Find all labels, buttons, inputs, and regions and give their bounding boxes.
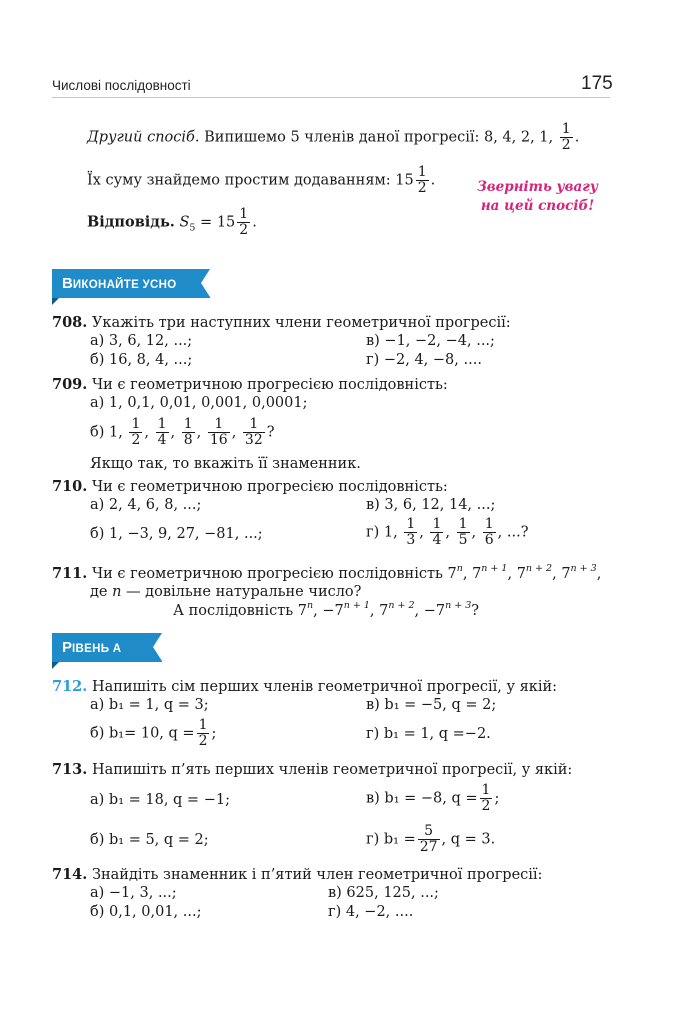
ex708-b: б) 16, 8, 4, ...; [90, 352, 193, 368]
fraction: $\frac{1}{8}$ [183, 416, 193, 448]
fraction: $\frac{1}{16}$ [209, 416, 228, 448]
band-fold [52, 662, 59, 669]
ex708-a: а) 3, 6, 12, ...; [90, 333, 193, 349]
method-intro: Другий спосіб. Випишемо 5 членів даної прогресії: 8, 4, 2, 1, $\frac{1}{2}$ . [87, 121, 580, 153]
page-number: 175 [581, 73, 613, 94]
ex709-followup: Якщо так, то вкажіть її знаменник. [90, 456, 361, 472]
exercise-708-title: 708. Укажіть три наступних члени геометричної прогресії: [52, 314, 511, 331]
ex710-b: б) 1, −3, 9, 27, −81, ...; [90, 526, 263, 542]
exercise-711-line3: А послідовність 7$^n$, $-7^{n + 1}$, $7^{n + 2}$, $-7^{n + 3}$? [173, 600, 480, 619]
method-sum-text: Їх суму знайдемо простим додаванням: 15 [87, 172, 414, 189]
exercise-714-title: 714. Знайдіть знаменник і п’ятий член геометричної прогресії: [52, 866, 543, 883]
ex713-g: г) b₁ = $\frac{5}{27}$ , q = 3. [366, 823, 496, 855]
exercise-709-title: 709. Чи є геометричною прогресією послідовність: [52, 376, 448, 393]
ex710-a: а) 2, 4, 6, 8, ...; [90, 497, 202, 513]
exercise-713-title: 713. Напишіть п’ять перших членів геометричної прогресії, у якій: [52, 761, 573, 778]
ex708-v: в) −1, −2, −4, ...; [366, 333, 495, 349]
ex709-a: а) 1, 0,1, 0,01, 0,001, 0,0001; [90, 395, 308, 411]
ex713-v: в) b₁ = −8, q = $\frac{1}{2}$ ; [366, 782, 500, 814]
exercise-711-line2: де n — довільне натуральне число? [90, 584, 362, 600]
header-rule [52, 97, 610, 98]
note-line-1: Зверніть увагу [477, 179, 598, 195]
section-band-level-a: РІВЕНЬ А [52, 633, 162, 662]
ex709-b: б) 1, $\frac{1}{2}$ , $\frac{1}{4}$ , $\frac{1}{8}$ , $\frac{1}{16}$ , $\frac{1}{32}$ ? [90, 416, 275, 448]
running-header: Числові послідовності [52, 78, 191, 93]
method-sum: Їх суму знайдемо простим додаванням: 15 $\frac{1}{2}$ . [87, 164, 436, 196]
fraction: $\frac{1}{3}$ [406, 516, 416, 548]
fraction: $\frac{1}{4}$ [432, 516, 442, 548]
fraction: $\frac{1}{2}$ [561, 121, 571, 153]
fraction: $\frac{1}{2}$ [481, 782, 491, 814]
fraction: $\frac{1}{2}$ [239, 206, 249, 238]
method-intro-text: Випишемо 5 членів даної прогресії: 8, 4, 2, 1, [204, 129, 554, 146]
ex712-g: г) b₁ = 1, q =−2. [366, 726, 491, 742]
method-intro-italic: Другий спосіб. [87, 129, 200, 146]
ex710-g: г) 1, $\frac{1}{3}$ , $\frac{1}{4}$ , $\frac{1}{5}$ , $\frac{1}{6}$ , ...? [366, 516, 529, 548]
note-line-2: на цей спосіб! [480, 198, 595, 214]
ex714-b: б) 0,1, 0,01, ...; [90, 904, 202, 920]
section-band-oral: ВИКОНАЙТЕ УСНО [52, 269, 210, 298]
method-answer: Відповідь. $S_5 = 15$ $\frac{1}{2}$ . [87, 206, 257, 238]
fraction: $\frac{1}{32}$ [244, 416, 263, 448]
band-notch [201, 269, 210, 297]
ex712-b: б) b₁= 10, q = $\frac{1}{2}$ ; [90, 717, 217, 749]
fraction: $\frac{1}{2}$ [198, 717, 208, 749]
ex713-b: б) b₁ = 5, q = 2; [90, 832, 209, 848]
ex714-g: г) 4, −2, .... [328, 904, 414, 920]
ex714-a: а) −1, 3, ...; [90, 885, 177, 901]
ex708-g: г) −2, 4, −8, .... [366, 352, 482, 368]
exercise-712-title: 712. Напишіть сім перших членів геометричної прогресії, у якій: [52, 678, 558, 695]
ex710-v: в) 3, 6, 12, 14, ...; [366, 497, 496, 513]
fraction: $\frac{1}{5}$ [458, 516, 468, 548]
band-fold [52, 298, 59, 305]
ex712-a: а) b₁ = 1, q = 3; [90, 697, 209, 713]
answer-label: Відповідь. [87, 213, 175, 231]
band-notch [153, 633, 162, 661]
ex712-v: в) b₁ = −5, q = 2; [366, 697, 497, 713]
ex713-a: а) b₁ = 18, q = −1; [90, 792, 230, 808]
fraction: $\frac{5}{27}$ [419, 823, 438, 855]
ex714-v: в) 625, 125, ...; [328, 885, 439, 901]
exercise-710-title: 710. Чи є геометричною прогресією послідовність: [52, 478, 448, 495]
fraction: $\frac{1}{4}$ [157, 416, 167, 448]
fraction: $\frac{1}{6}$ [484, 516, 494, 548]
attention-note [465, 178, 610, 216]
fraction: $\frac{1}{2}$ [131, 416, 141, 448]
exercise-711-line1: 711. Чи є геометричною прогресією послідовність 7$^n$, $7^{n + 1}$, $7^{n + 2}$, $7^{n + 3}$, [52, 563, 602, 582]
fraction: $\frac{1}{2}$ [417, 164, 427, 196]
